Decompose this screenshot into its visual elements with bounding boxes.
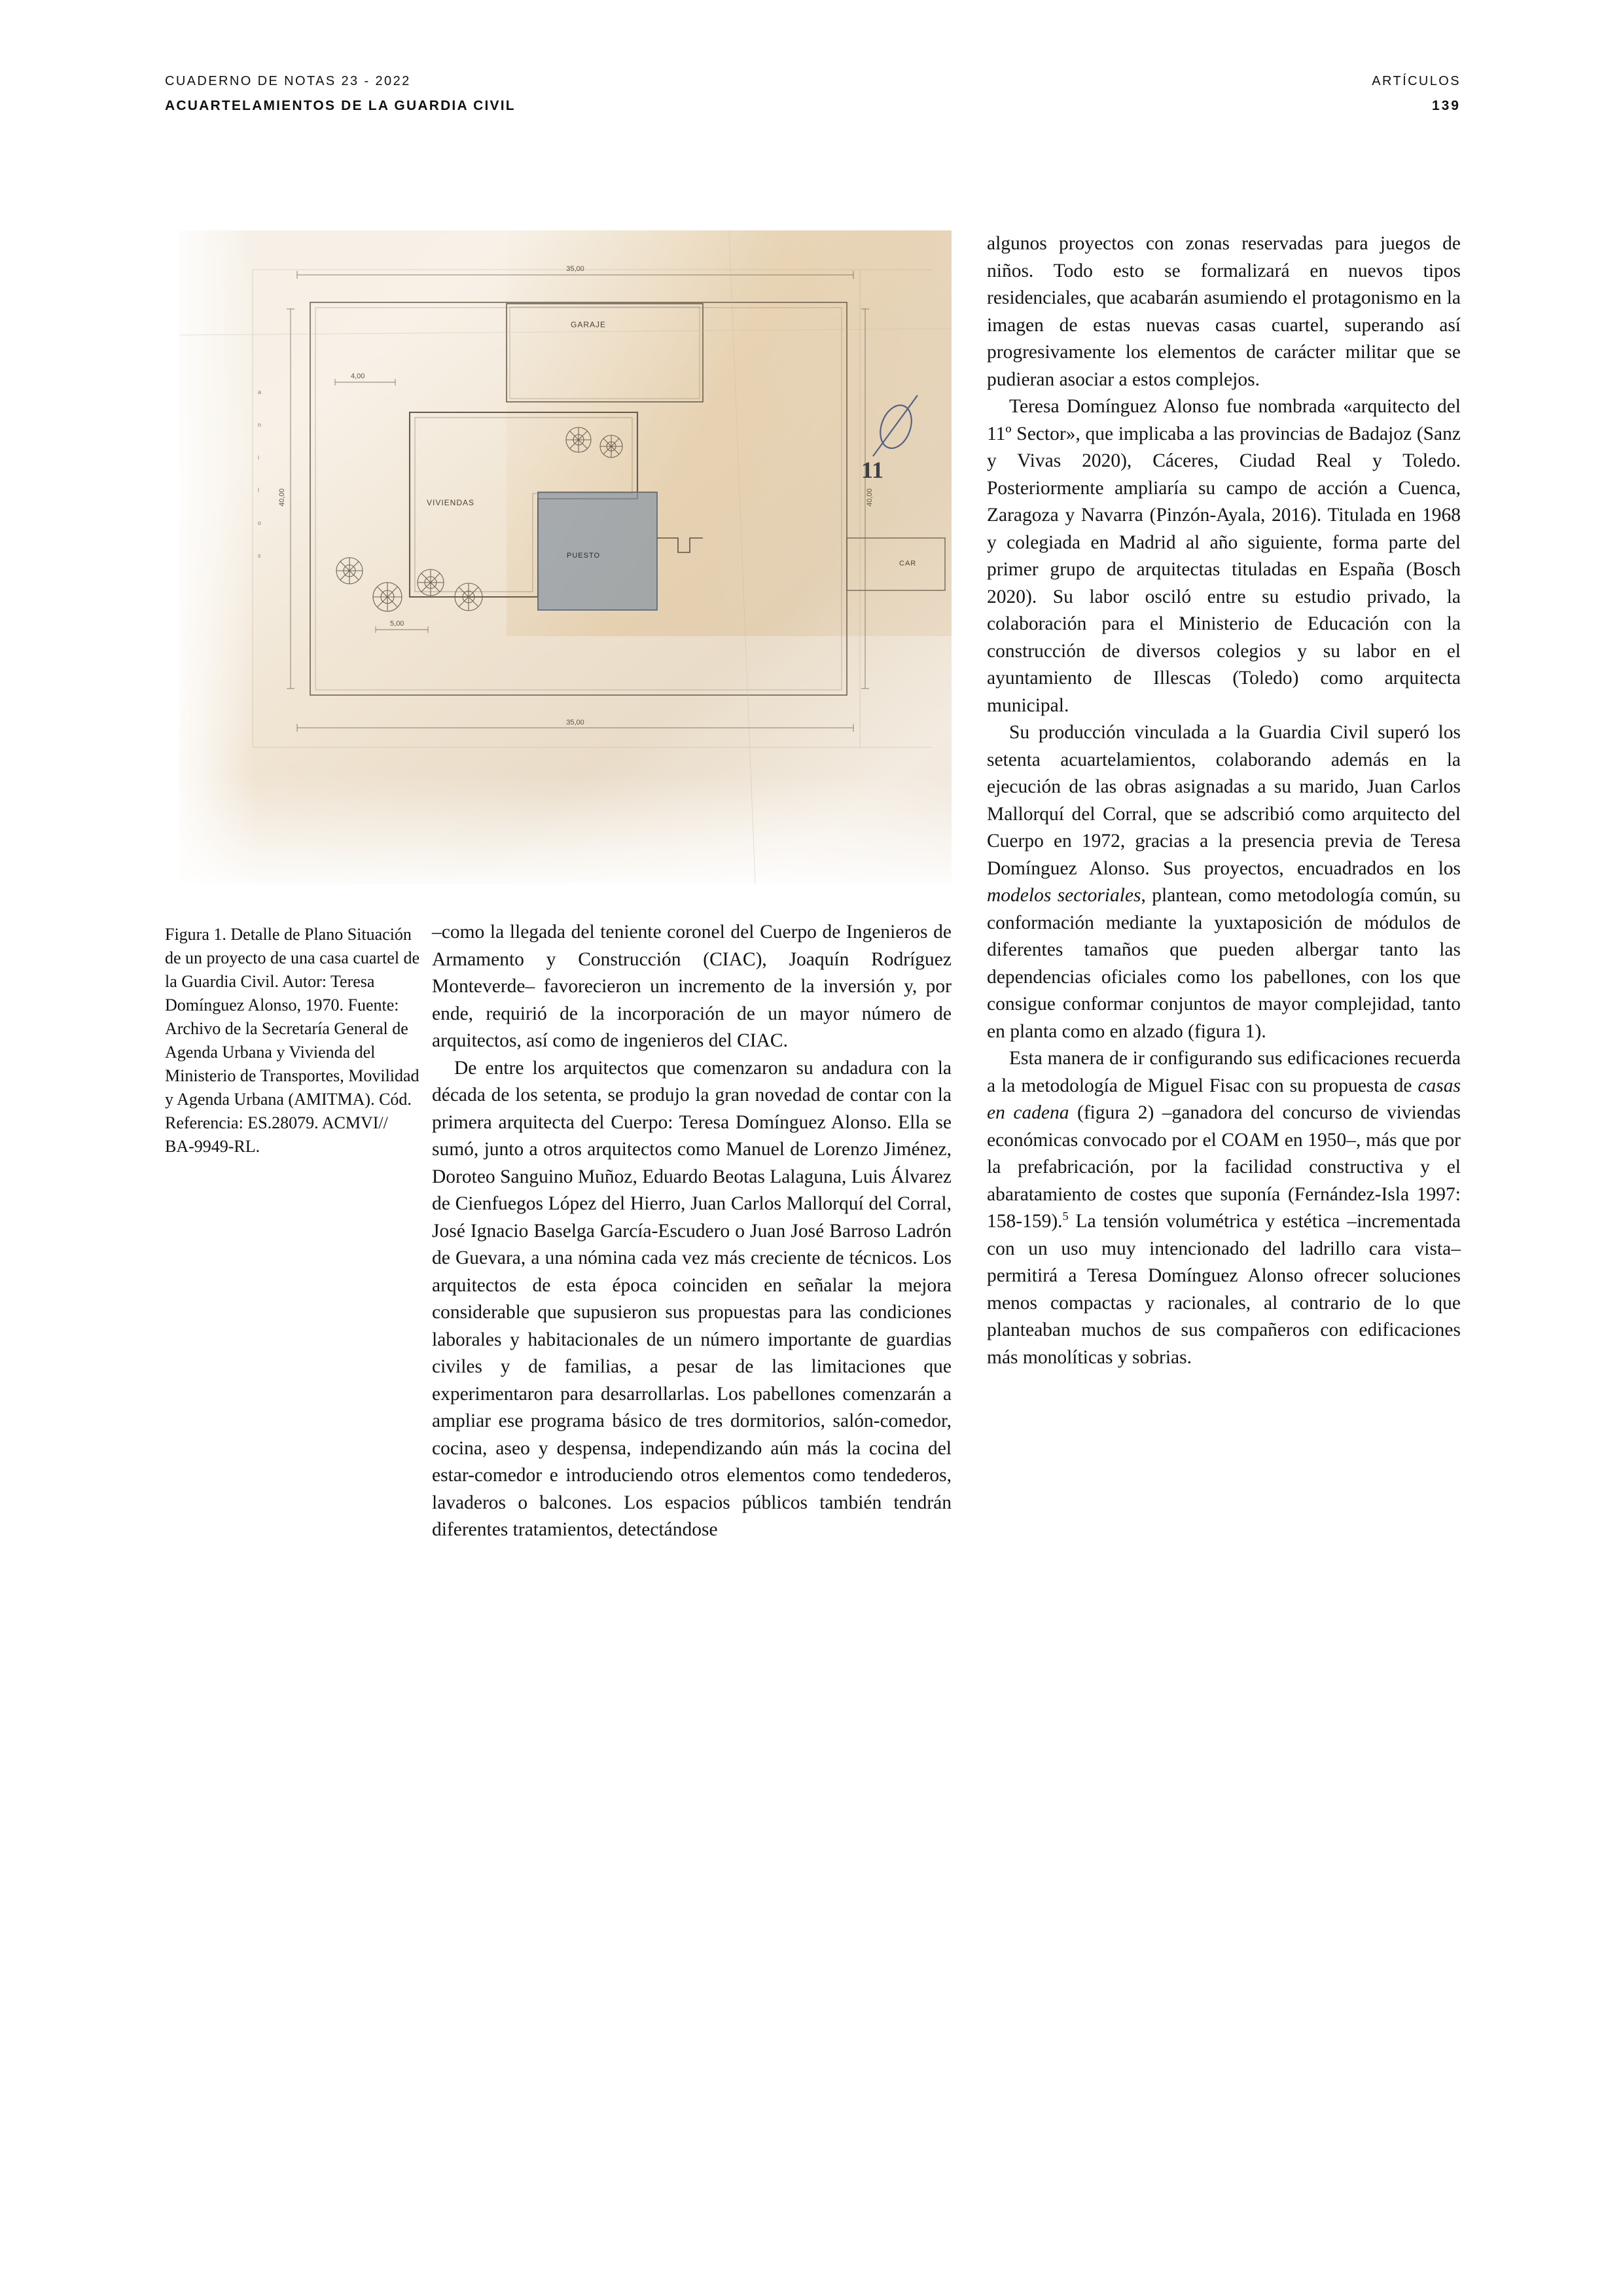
paragraph: –como la llegada del teniente coronel del Cuerpo de Ingenieros de Armamento y Construcción (CIAC), Joaquín Rodríguez Monteverde– favorecieron un incremento de la inversión y, por ende, requirió de la incorporación de un mayor número de arquitectos, así como de ingenieros del CIAC.	[432, 922, 952, 1051]
svg-text:n: n	[258, 422, 262, 428]
paragraph-text: Su producción vinculada a la Guardia Civil superó los setenta acuartelamientos, colaborando además en la ejecución de las obras asignadas a su marido, Juan Carlos Mallorquí del Corral, que se adscribió como arquitecto del Cuerpo en 1972, gracias a la presencia previa de Teresa Domínguez Alonso. Sus proyectos, encuadrados en los	[987, 722, 1461, 879]
page-number: 139	[1431, 98, 1461, 113]
running-head	[165, 72, 1461, 131]
article-title: ACUARTELAMIENTOS DE LA GUARDIA CIVIL	[165, 98, 516, 113]
svg-text:40,00: 40,00	[278, 488, 286, 507]
paragraph: De entre los arquitectos que comenzaron su andadura con la década de los setenta, se produjo la gran novedad de contar con la primera arquitecta del Cuerpo: Teresa Domínguez Alonso. Ella se sumó, junto a otros arquitectos como Manuel de Lorenzo Jiménez, Doroteo Sanguino Muñoz, Eduardo Beotas Lalaguna, Luis Álvarez de Cienfuegos López del Hierro, Juan Carlos Mallorquí del Corral, José Ignacio Baselga García-Escudero o Juan José Barroso Ladrón de Guevara, a una nómina cada vez más creciente de técnicos. Los arquitectos de esta época coinciden en señalar la mejora considerable que supusieron sus propuestas para las condiciones laborales y habitacionales de un número importante de guardias civiles y de familias, a pesar de las limitaciones que experimentaron para desarrollarlas. Los pabellones comenzarán a ampliar ese programa básico de tres dormitorios, salón-comedor, cocina, aseo y despensa, independizando aún más la cocina del estar-comedor e introduciendo otros elementos como tendederos, lavaderos o balcones. Los espacios públicos también tendrán diferentes tratamientos, detectándose	[432, 1057, 952, 1540]
section-label: ARTÍCULOS	[1372, 74, 1461, 88]
emphasis-modelos-sectoriales: modelos sectoriales	[987, 885, 1141, 906]
paragraph: algunos proyectos con zonas reservadas para juegos de niños. Todo esto se formalizará en nuevos tipos residenciales, que acabarán asumiendo el protagonismo en la imagen de estas nuevas casas cuartel, superando así progresivamente los elementos de carácter militar que se pudieran asociar a estos complejos.	[987, 233, 1461, 390]
running-head-right	[1372, 72, 1461, 116]
svg-text:VIVIENDAS: VIVIENDAS	[427, 498, 475, 507]
footnote-marker: 5	[1062, 1210, 1069, 1223]
paragraph-text: La tensión volumétrica y estética –incrementada con un uso muy intencionado del ladrillo cara vista– permitirá a Teresa Domínguez Alonso ofrecer soluciones menos compactas y racionales, al contrario de lo que planteaban muchos de sus compañeros con edificaciones más monolíticas y sobrias.	[987, 1211, 1461, 1368]
right-column-body	[987, 230, 1461, 1371]
left-column-body	[432, 919, 952, 1544]
svg-text:PUESTO: PUESTO	[567, 552, 601, 560]
paragraph: Teresa Domínguez Alonso fue nombrada «arquitecto del 11º Sector», que implicaba a las provincias de Badajoz (Sanz y Vivas 2020), Cáceres, Ciudad Real y Toledo. Posteriormente ampliaría su campo de acción a Cuenca, Zaragoza y Navarra (Pinzón-Ayala, 2016). Titulada en 1968 y colegiada en Madrid al año siguiente, forma parte del primer grupo de arquitectas tituladas en España (Bosch 2020). Su labor osciló entre su estudio privado, la colaboración para el Ministerio de Educación con la construcción de diversos colegios y su labor en el ayuntamiento de Illescas (Toledo) como arquitecta municipal.	[987, 396, 1461, 716]
svg-text:l: l	[258, 487, 259, 493]
paragraph-text: Esta manera de ir configurando sus edificaciones recuerda a la metodología de Miguel Fisac con su propuesta de	[987, 1048, 1461, 1096]
svg-text:s: s	[258, 552, 261, 559]
figure-1-image	[179, 230, 952, 884]
svg-text:4,00: 4,00	[351, 372, 365, 380]
running-head-left	[165, 72, 516, 116]
svg-text:11: 11	[861, 457, 884, 483]
paragraph	[987, 1045, 1461, 1371]
journal-title: CUADERNO DE NOTAS 23 - 2022	[165, 74, 411, 88]
site-plan-drawing	[179, 230, 952, 884]
svg-text:GARAJE: GARAJE	[571, 320, 607, 329]
svg-text:35,00: 35,00	[566, 719, 584, 726]
svg-text:i: i	[258, 454, 259, 461]
paragraph-text: , plantean, como metodología común, su conformación mediante la yuxtaposición de módulos de diferentes tamaños que pueden albergar tanto las dependencias oficiales como los pabellones, con los que consigue conformar conjuntos de mayor complejidad, tanto en planta como en alzado (figura 1).	[987, 885, 1461, 1042]
svg-text:o: o	[258, 520, 262, 526]
svg-text:CAR: CAR	[899, 560, 917, 567]
svg-text:a: a	[258, 389, 262, 395]
svg-text:35,00: 35,00	[566, 265, 584, 273]
figure-1-caption: Figura 1. Detalle de Plano Situación de un proyecto de una casa cuartel de la Guardia Civil. Autor: Teresa Domínguez Alonso, 1970. Fuente: Archivo de la Secretaría General de Agenda Urbana y Vivienda del Ministerio de Transportes, Movilidad y Agenda Urbana (AMITMA). Cód. Referencia: ES.28079. ACMVI// BA-9949-RL.	[165, 925, 420, 1156]
svg-text:40,00: 40,00	[866, 488, 874, 507]
svg-text:5,00: 5,00	[390, 620, 404, 628]
paragraph	[987, 719, 1461, 1045]
paragraph-text: (figura 2) –ganadora del concurso de viviendas económicas convocado por el COAM en 1950–, más que por la prefabricación, por la facilidad constructiva y el abaratamiento de costes que suponía (Fernández-Isla 1997: 158-159).	[987, 1102, 1461, 1232]
emphasis-casas-en-cadena: casas en cadena	[987, 1075, 1461, 1123]
